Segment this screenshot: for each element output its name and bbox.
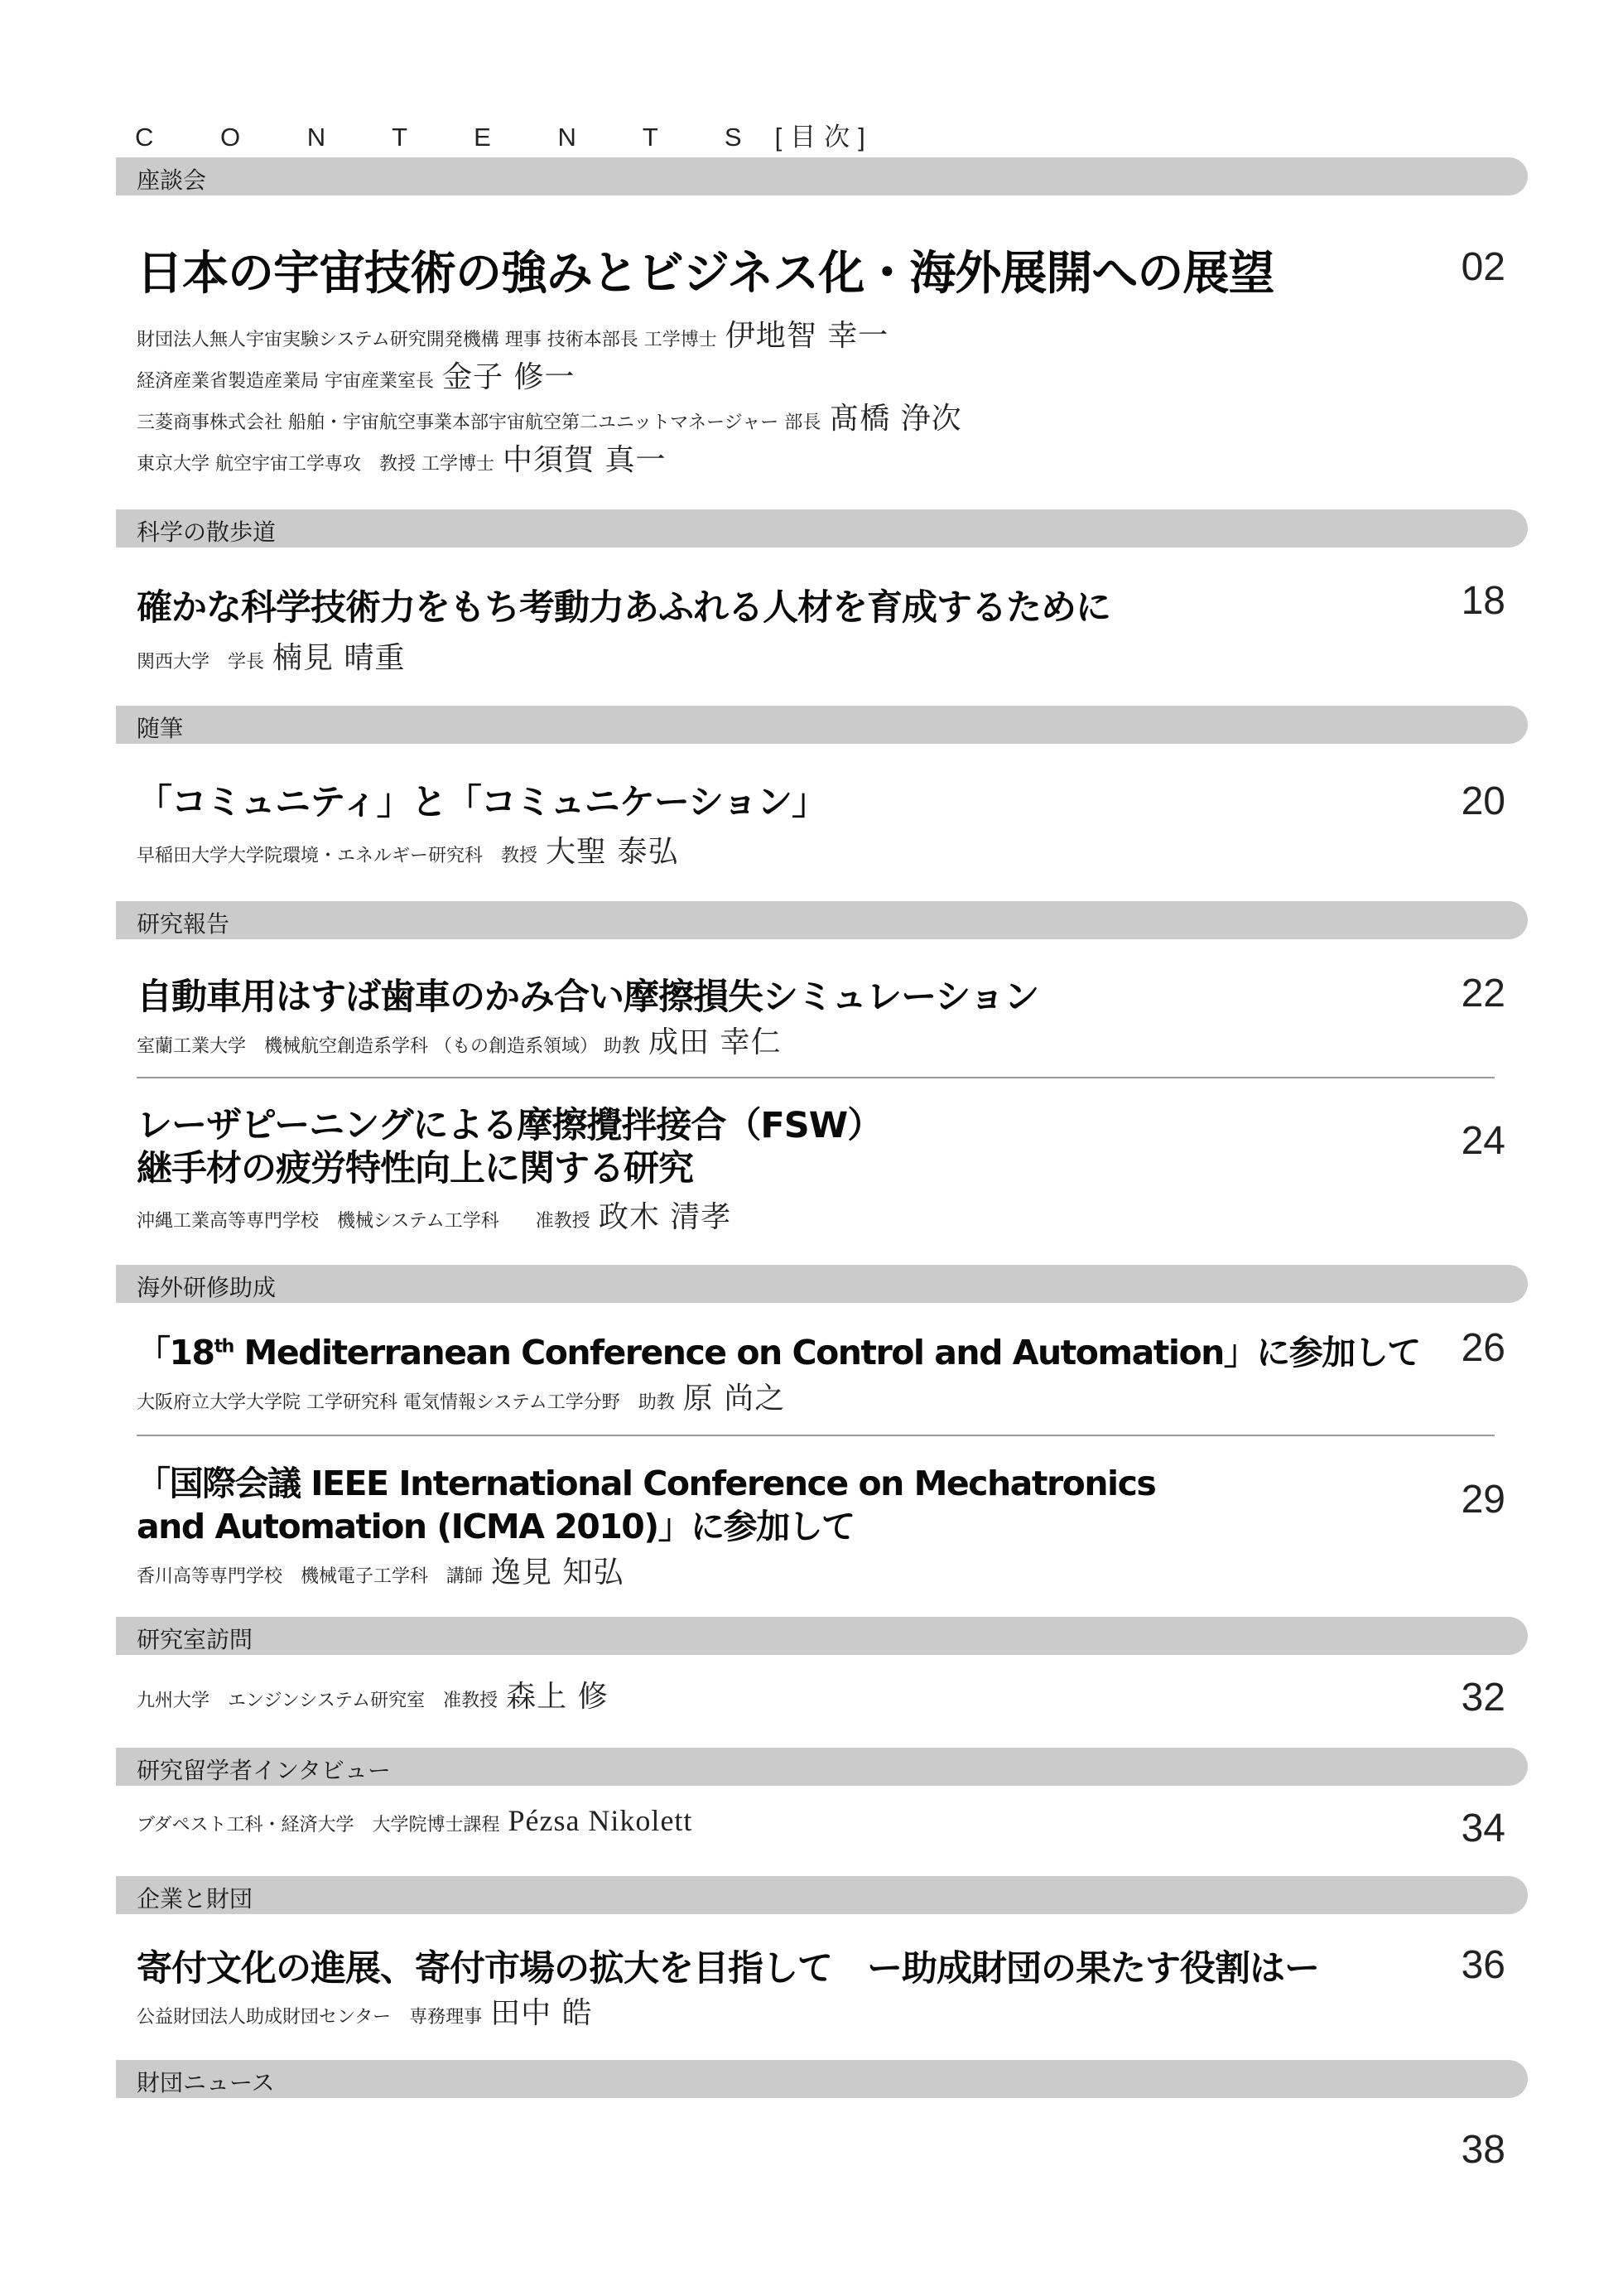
article-title-line-1[interactable]: レーザピーニングによる摩擦攪拌接合（FSW） — [137, 1105, 883, 1146]
section-bar — [116, 901, 1528, 939]
section-bar — [116, 1265, 1528, 1303]
section-label: 海外研修助成 — [137, 1274, 277, 1301]
author-name: Pézsa Nikolett — [508, 1804, 693, 1837]
author-affiliation: 室蘭工業大学 機械航空創造系学科 （もの創造系領域） 助教 — [137, 1036, 640, 1057]
author-name: 髙橋 浄次 — [829, 402, 962, 436]
contents-header — [135, 116, 874, 153]
author-affiliation: 香川高等専門学校 機械電子工学科 講師 — [137, 1566, 484, 1587]
author-name: 原 尚之 — [682, 1382, 786, 1416]
divider — [137, 1435, 1495, 1436]
section-bar — [116, 1617, 1528, 1655]
byline — [137, 312, 889, 355]
article-title[interactable]: 確かな科学技術力をもち考動力あふれる人材を育成するために — [137, 587, 1110, 629]
author-name: 金子 修一 — [442, 360, 576, 394]
author-name: 伊地智 幸一 — [725, 319, 889, 353]
section-label: 研究留学者インタビュー — [137, 1757, 391, 1784]
author-name: 田中 皓 — [490, 1996, 593, 2030]
page-number: 32 — [1461, 1676, 1505, 1720]
divider — [137, 1077, 1495, 1078]
section-label: 座談会 — [137, 166, 207, 194]
title-superscript: th — [214, 1336, 234, 1358]
author-name: 楠見 晴重 — [272, 641, 406, 675]
byline — [137, 634, 405, 677]
page-number: 18 — [1461, 579, 1505, 623]
page-number: 02 — [1461, 245, 1505, 289]
article-title[interactable]: 「コミュニティ」と「コミュニケーション」 — [137, 782, 827, 823]
title-rest: Mediterranean Conference on Control and Automation」に参加して — [233, 1333, 1420, 1372]
article-title-line-2[interactable]: 継手材の疲労特性向上に関する研究 — [137, 1148, 693, 1189]
byline — [137, 1375, 785, 1417]
section-label: 科学の散歩道 — [137, 519, 277, 546]
section-label: 企業と財団 — [137, 1885, 253, 1913]
page-number: 20 — [1461, 779, 1505, 823]
byline — [137, 395, 962, 437]
author-affiliation: 東京大学 航空宇宙工学専攻 教授 工学博士 — [137, 454, 494, 475]
byline — [137, 1803, 692, 1838]
author-affiliation: 経済産業省製造産業局 宇宙産業室長 — [137, 371, 434, 392]
page-number: 34 — [1461, 1806, 1505, 1850]
section-bar — [116, 1876, 1528, 1914]
article-title-line-2[interactable]: and Automation (ICMA 2010)」に参加して — [137, 1507, 855, 1546]
author-affiliation: 三菱商事株式会社 船舶・宇宙航空事業本部宇宙航空第二ユニットマネージャー 部長 — [137, 412, 821, 433]
section-bar — [116, 157, 1528, 195]
section-bar — [116, 2060, 1528, 2098]
section-label: 研究室訪問 — [137, 1626, 253, 1653]
author-affiliation: ブダペスト工科・経済大学 大学院博士課程 — [137, 1815, 500, 1835]
page-number: 22 — [1461, 972, 1505, 1015]
author-name: 大聖 泰弘 — [546, 835, 679, 869]
page-number: 36 — [1461, 1943, 1505, 1987]
author-name: 森上 修 — [506, 1680, 609, 1714]
author-affiliation: 公益財団法人助成財団センター 専務理事 — [137, 2007, 483, 2028]
author-name: 政木 清孝 — [598, 1200, 732, 1234]
contents-title: C O N T E N T S — [135, 123, 772, 152]
section-bar — [116, 509, 1528, 547]
section-label: 随筆 — [137, 715, 184, 742]
article-title[interactable]: 日本の宇宙技術の強みとビジネス化・海外展開への展望 — [137, 247, 1274, 301]
author-affiliation: 財団法人無人宇宙実験システム研究開発機構 理事 技術本部長 工学博士 — [137, 330, 717, 350]
contents-title-ja: [目次] — [774, 123, 874, 152]
byline — [137, 1990, 593, 2032]
author-affiliation: 大阪府立大学大学院 工学研究科 電気情報システム工学分野 助教 — [137, 1392, 675, 1413]
author-affiliation: 九州大学 エンジンシステム研究室 准教授 — [137, 1691, 498, 1711]
title-prefix: 「18 — [137, 1333, 214, 1372]
section-label: 財団ニュース — [137, 2069, 275, 2096]
byline — [137, 437, 666, 479]
byline — [137, 1673, 609, 1715]
article-title[interactable] — [137, 1325, 1420, 1374]
section-bar — [116, 1748, 1528, 1786]
author-name: 中須賀 真一 — [503, 443, 667, 477]
author-affiliation: 早稲田大学大学院環境・エネルギー研究科 教授 — [137, 846, 538, 866]
page-number: 38 — [1461, 2128, 1505, 2172]
article-title[interactable]: 寄付文化の進展、寄付市場の拡大を目指して ー助成財団の果たす役割はー — [137, 1948, 1319, 1990]
byline — [137, 1549, 624, 1591]
page-number: 29 — [1461, 1478, 1505, 1522]
section-bar — [116, 706, 1528, 744]
byline — [137, 828, 678, 871]
author-affiliation: 沖縄工業高等専門学校 機械システム工学科 准教授 — [137, 1211, 590, 1232]
author-affiliation: 関西大学 学長 — [137, 652, 265, 673]
byline — [137, 1194, 731, 1236]
byline — [137, 1019, 781, 1061]
author-name: 成田 幸仁 — [648, 1025, 782, 1059]
article-title-line-1[interactable]: 「国際会議 IEEE International Conference on Mechatronics — [137, 1464, 1156, 1503]
article-title[interactable]: 自動車用はすば歯車のかみ合い摩擦損失シミュレーション — [137, 977, 1039, 1018]
page-number: 24 — [1461, 1119, 1505, 1163]
section-label: 研究報告 — [137, 910, 230, 938]
page-number: 26 — [1461, 1326, 1505, 1370]
byline — [137, 354, 575, 396]
author-name: 逸見 知弘 — [491, 1556, 624, 1589]
